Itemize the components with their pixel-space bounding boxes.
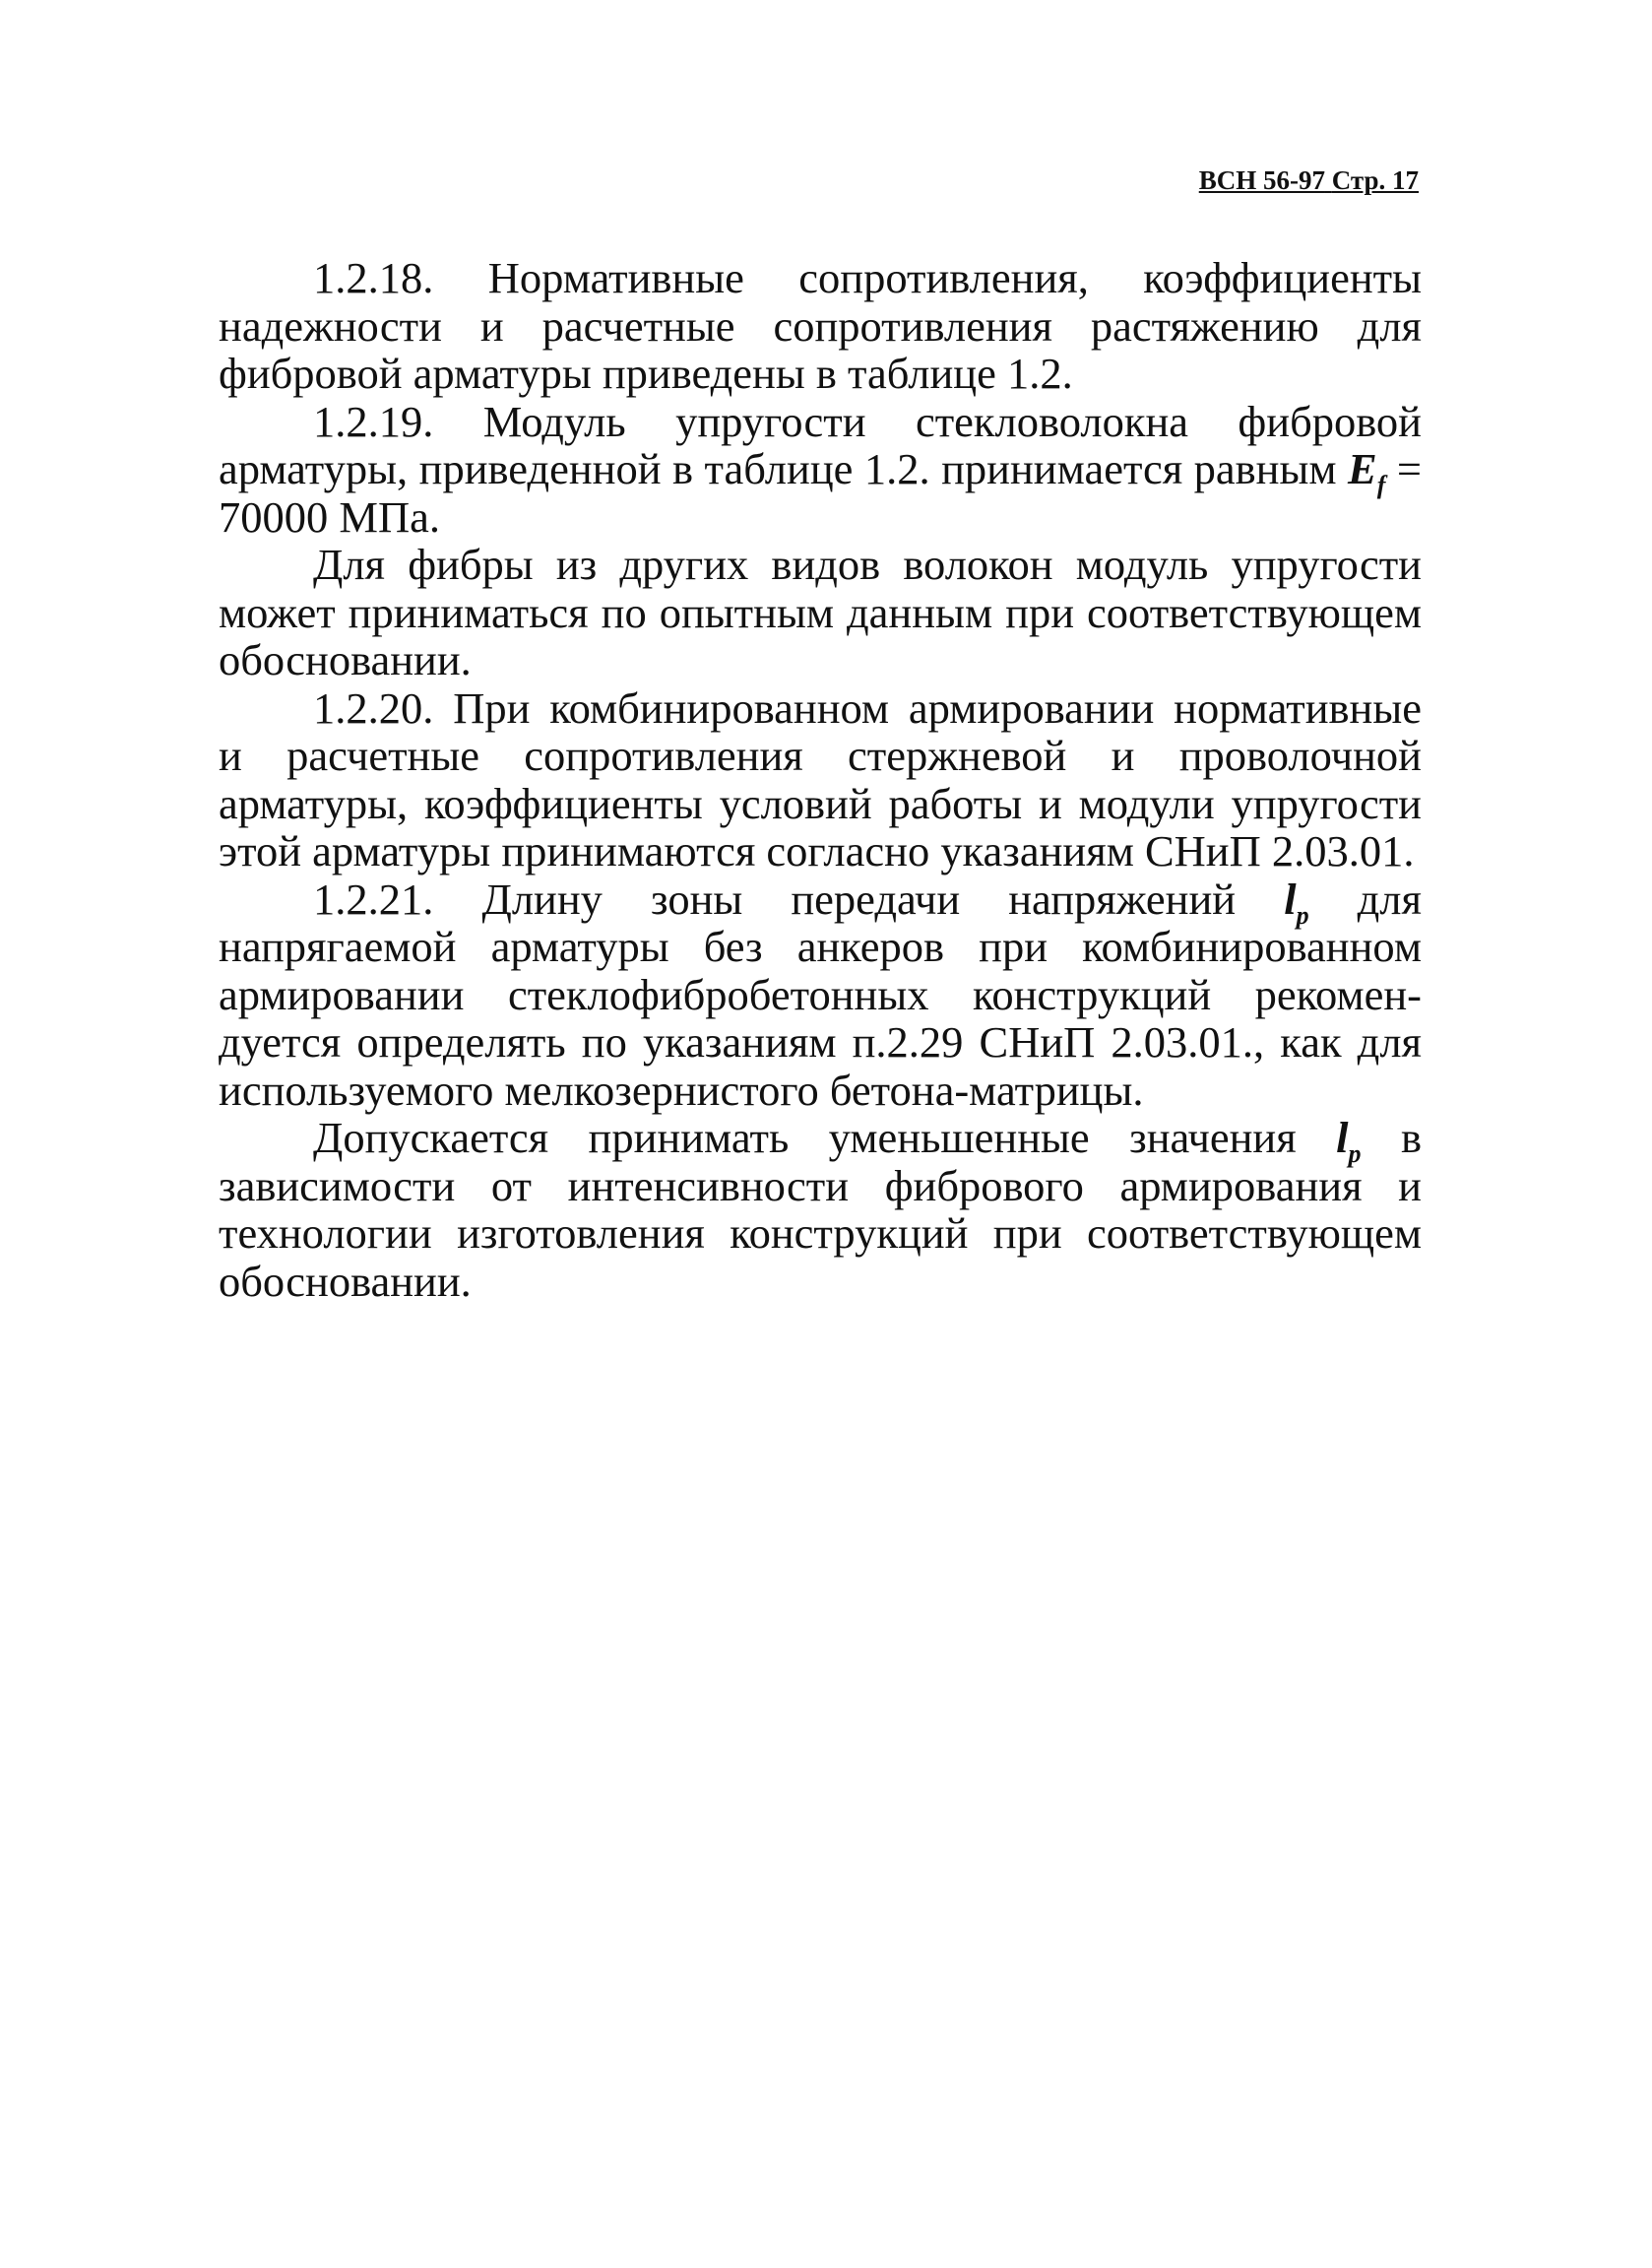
transfer-length-symbol bbox=[1336, 1113, 1362, 1168]
transfer-length-symbol bbox=[1284, 874, 1309, 930]
symbol-letter: l bbox=[1284, 874, 1297, 924]
document-body bbox=[219, 254, 1422, 1305]
document-code: ВСН 56-97 bbox=[1198, 165, 1325, 195]
paragraph-text: 1.2.19. Модуль упругости стекловолокна фибровой арматуры, приведенной в таблице 1.2. принимается равным bbox=[219, 396, 1422, 493]
elastic-modulus-symbol bbox=[1348, 444, 1386, 499]
symbol-letter: E bbox=[1348, 444, 1377, 493]
symbol-subscript: p bbox=[1296, 900, 1309, 930]
paragraph-text: Для фибры из других видов волокон модуль упругости может приниматься по опытным данным при соответствующем обосновании. bbox=[219, 540, 1422, 684]
paragraph-text: Допускается принимать уменьшенные значения bbox=[313, 1113, 1337, 1162]
page-header bbox=[1199, 165, 1419, 196]
paragraph-1-2-21 bbox=[219, 875, 1422, 1115]
paragraph-1-2-19 bbox=[219, 398, 1422, 542]
symbol-letter: l bbox=[1336, 1113, 1349, 1162]
paragraph-other-fibers bbox=[219, 541, 1422, 684]
paragraph-reduced-values bbox=[219, 1114, 1422, 1305]
page-number: Стр. 17 bbox=[1331, 165, 1419, 195]
paragraph-text: 1.2.18. Нормативные сопротивления, коэффициенты надежности и расчетные сопротивления растяжению для фибровой арматуры приведены в таблице 1.2. bbox=[219, 253, 1422, 398]
paragraph-text-end: для напрягаемой арматуры без анкеров при комбинированном армировании стеклофибробетонных конструкций рекомендуется определять по указаниям п.2.29 СНиП 2.03.01., как для используемого мелкозернистого бетона-матрицы. bbox=[219, 874, 1422, 1115]
paragraph-text: 1.2.21. Длину зоны передачи напряжений bbox=[313, 874, 1285, 924]
symbol-subscript: f bbox=[1376, 470, 1386, 499]
paragraph-1-2-18 bbox=[219, 254, 1422, 398]
paragraph-text: 1.2.20. При комбинированном армировании нормативные и расчетные сопротивления стержневой и проволочной арматуры, коэффициенты условий работы и модули упругости этой арматуры принимаются согласно указаниям СНиП 2.03.01. bbox=[219, 682, 1422, 875]
symbol-subscript: p bbox=[1348, 1138, 1362, 1168]
paragraph-text-end: в зависимости от интенсивности фибрового армирования и технологии изготовления конструкций при соответствующем обосновании. bbox=[219, 1113, 1422, 1306]
paragraph-1-2-20 bbox=[219, 684, 1422, 875]
paragraph-text-end: = 70000 МПа. bbox=[219, 444, 1422, 542]
